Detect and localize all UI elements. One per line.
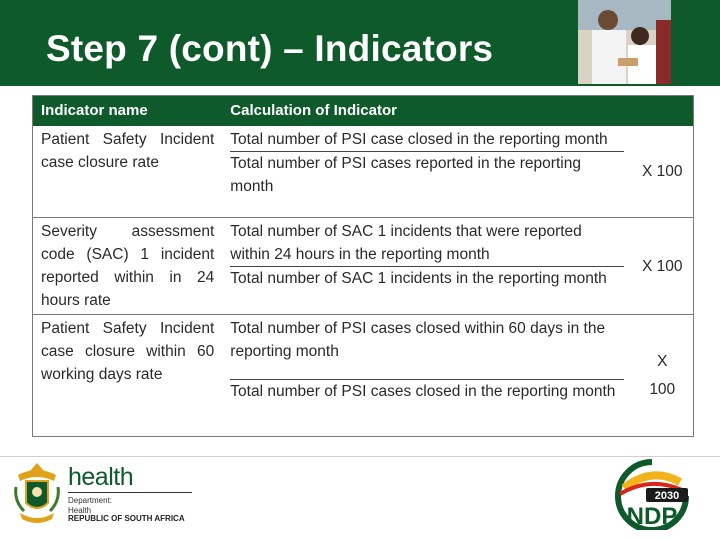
footer-divider	[0, 456, 720, 457]
healthcare-workers-image	[578, 0, 671, 84]
table-row	[33, 315, 694, 437]
multiplier-cell: X 100	[632, 126, 694, 218]
table-row	[33, 126, 694, 218]
department-line-1: Department:	[68, 496, 113, 505]
indicator-name-cell: Severity assessment code (SAC) 1 incident reported within in 24 hours rate	[33, 218, 223, 315]
numerator-text: Total number of SAC 1 incidents that were reported within 24 hours in the reporting month	[230, 223, 582, 263]
denominator-text: Total number of SAC 1 incidents in the reporting month	[230, 266, 623, 290]
country-label: REPUBLIC OF SOUTH AFRICA	[68, 514, 185, 523]
multiplier-cell: X 100	[632, 218, 694, 315]
column-header-indicator-name: Indicator name	[33, 96, 223, 126]
slide-header	[0, 0, 720, 86]
denominator-text: Total number of PSI cases closed in the reporting month	[230, 379, 623, 403]
ndp-logo-icon	[610, 458, 694, 530]
health-wordmark: health	[68, 463, 134, 491]
indicator-name-cell: Patient Safety Incident case closure rate	[33, 126, 223, 218]
table-row	[33, 218, 694, 315]
calculation-cell	[222, 315, 631, 437]
numerator-text: Total number of PSI case closed in the reporting month	[230, 130, 608, 148]
column-header-calculation: Calculation of Indicator	[222, 96, 693, 126]
numerator-text: Total number of PSI cases closed within 60 days in the reporting month	[230, 320, 606, 360]
ndp-year-text: 2030	[654, 490, 680, 502]
multiplier-cell	[632, 315, 694, 437]
calculation-cell	[222, 126, 631, 218]
health-divider	[68, 492, 192, 493]
denominator-text: Total number of PSI cases reported in the reporting month	[230, 151, 623, 198]
department-line-2: Health	[68, 506, 92, 515]
header-photo	[578, 0, 671, 84]
multiplier-x: X	[657, 352, 668, 370]
ndp-2030-logo	[610, 458, 694, 530]
indicator-table	[32, 95, 694, 437]
multiplier-100: 100	[649, 380, 676, 398]
ndp-text: NDP	[626, 503, 678, 530]
calculation-cell	[222, 218, 631, 315]
coat-of-arms-icon	[12, 461, 62, 527]
slide-title: Step 7 (cont) – Indicators	[46, 28, 494, 69]
indicator-name-cell: Patient Safety Incident case closure within 60 working days rate	[41, 320, 215, 383]
coat-of-arms-logo	[12, 461, 62, 527]
department-label	[68, 496, 112, 516]
